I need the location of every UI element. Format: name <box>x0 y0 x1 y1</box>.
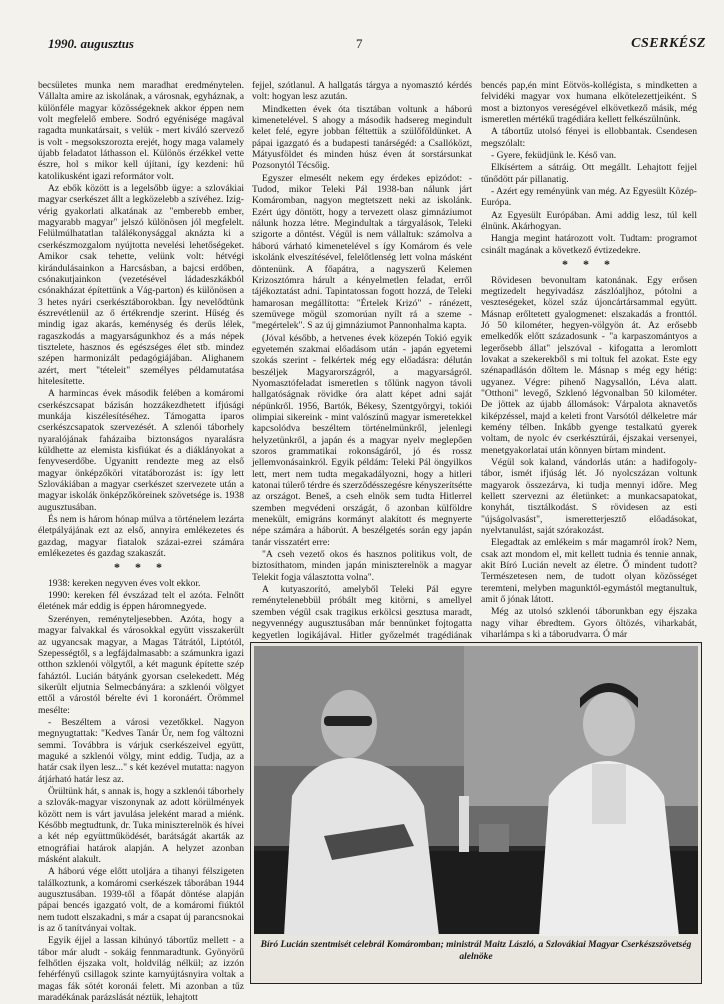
paragraph: bencés pap,én mint Eötvös-kollégista, s mindketten a felvidéki magyar vox humana elkötelezettjeiként. S most a biztonyos vereségével elkövetkező másik, még ismeretlen mértékű tragédiára kellett felkészülnünk. <box>481 80 697 126</box>
paragraph: A kutyaszorító, amelyből Teleki Pál egyre reménytelenebbül próbált meg kitörni, s amellyel szemben végül csak tragikus erkölcsi gesztusa maradt, negyvennégy augusztusában már bennünket fojtogatta kegyetlen logikájával. Hitler győzelmét tragédiának <box>252 584 472 641</box>
paragraph: Rövidesen bevonultam katonának. Egy erősen megtizedelt hegyivadász zászlóaljhoz, pótolni a veszteségeket, közel száz újoncártársammal együtt. Másnap erőltetett gyalogmenet: elszakadás a fronttól. Jó 50 kilométer, hegyen-völgyön át. Az erősebb emelkedők előtt századosunk - "a karpaszomántyos a legerősebb állat" jelszóval - kifogatta a leromlott lovakat a szekerekből s mi toltuk fel azokat. Este egy szénapadlásón dőltem le. Másnap s még egy hétig: ugyanez. Végre: pihenő Nagysallón, Léva alatt. "Otthoni" levegő, Szklenó légvonalban 50 kilométer. De jöttek az újabb állomások: Várpalota aknavetős kiképzéssel, majd a keleti front Varsótól délkeletre már kemény télben. Inkább gyenge testalkatú gyerek voltam, de nyolc év cserkésztúrái, éjszakai versenyei, menetgyakorlatai után könnyen bírtam mindent. <box>481 274 697 456</box>
paragraph: - Gyere, feküdjünk le. Késő van. <box>491 150 617 162</box>
mass-photo <box>254 646 698 934</box>
paragraph: Végül sok kaland, vándorlás után: a hadifogoly-tábor, ismét ifjúság lét. Jó nyolcszázan voltunk magyarok összezárva, ki tudja mennyi időre. Meg kellett szervezni az életünket: a munkacsapatokat, konyhát, tisztálkodást. S rövidesen az esti "újságolvasást", ismeretterjesztő előadásokat, nyelvtanulást, saját szórakozást. <box>481 457 697 537</box>
paragraph: Örültünk hát, s annak is, hogy a szklenói táborhely a szlovák-magyar viszonynak az adott körülmények között nem is várt javulása jeleként marad a miénk. Később megtudtunk, dr. Tuka miniszterelnök és hívei a két nép együttműködését, barátságát akarták az etnográfiai határok alapján. A helyzet azonban másként alakult. <box>38 785 244 866</box>
article-column-1 <box>38 80 244 1004</box>
paragraph: Hangja megint határozott volt. Tudtam: programot csinált magának a következő évtizedekre. <box>481 233 697 256</box>
paragraph: fejjel, szótlanul. A hallgatás tárgya a nyomasztó kérdés volt: hogyan lesz azután. <box>252 80 472 103</box>
page-number: 7 <box>356 36 363 51</box>
article-column-3 <box>481 80 697 641</box>
paragraph: Egyik éjjel a lassan kihúnyó tábortűz mellett - a tábor már aludt - sokáig fennmaradtunk. Gyönyörű felhőtlen éjszaka volt, holdvilág nélkül; az izzón fehérfényű csillagok szinte karnyújtásnyira voltak a magas fák sötét koronái felett. Mi azonban a tűz maradékának parázslását néztük, lehajtott <box>38 935 244 1004</box>
paragraph: Szerényen, reményteljesebben. Azóta, hogy a magyar falvakkal és városokkal együtt visszakerült az ugyancsak magyar, a Magas Tátrától, Liptótól, Szepességtől, s a legfájdalmasabb: a számunkra igazi otthon szklenói völgytől, a két magunk építette szép faháztól. Lucián bátyánk gyorsan cselekedett. Még sikerült eljutnia Selmecbányára: a szklenói völgyet ettől a várostól bérelte évi 1 koronáért. Örömmel mesélte: <box>38 613 244 716</box>
paragraph: A háború vége előtt utoljára a tihanyi félszigeten találkoztunk, a komáromi cserkészek táborában 1944 augusztusában. 1939-től a főapát döntése alapján pápai bencés igazgató volt, de a komáromi fiúktól nem tudott elszakadni, s már a csapat új parancsnokai is az ő tanítványai voltak. <box>38 866 244 935</box>
paragraph: Az Egyesült Európában. Ami addig lesz, túl kell élnünk. Akárhogyan. <box>481 209 697 233</box>
paragraph: Elegadtak az emlékeim s már magamról írok? Nem, csak azt mondom el, mit kellett tudnia és tennie annak, akit Bíró Lucián nevelt az életre. Ő mindent tudott? Természetesen nem, de tudott olyan közösséget teremteni, melyben magunktól-egymástól megtanultuk, amit ő jónak látott. <box>481 537 697 606</box>
paragraph: Egyszer elmesélt nekem egy érdekes epizódot: - Tudod, mikor Teleki Pál 1938-ban nálunk járt Komáromban, nagyon megtetszett neki az iskolánk. Ezért úgy döntött, hogy a tervezett olasz gimnáziumot nálunk hozza létre. Megindultak a tárgyalások, Teleki szigorte a döntést. Végül is nem vállaltuk: számolva a háború várható kimenetelével s így Komárom és vele iskolánk elveszítésével, felelőtlenség lett volna másként döntenünk. A főapátra, a nagyszerű Kelemen Krizosztómra hárult a kényelmetlen feladat, erről tájékoztatást adni. Tapintatossan fogott hozzá, de Teleki hamarosan megállította: "Értelek Krizó" - ránézett, szemüvege mögül szomorúan nyílt rá a szeme - "megértelek". S az új gimnáziumot Pannonhalma kapta. <box>252 172 472 332</box>
article-column-2 <box>252 80 472 641</box>
issue-date: 1990. augusztus <box>48 36 134 51</box>
paragraph: Még az utolsó szklenói táborunkban egy éjszaka nagy vihar ébredtem. Gyors öltözés, viharkabát, viharlámpa s ki a táborudvarra. Ó már <box>481 606 697 641</box>
section-separator: * * * <box>562 257 616 272</box>
paragraph: becsületes munka nem maradhat eredménytelen. Vállalta amire az iskolának, a városnak, egyháznak, a különféle magyar közösségeknek akkor éppen nem volt megfelelő embere. Sodró egyénisége magával ragadta munkatársait, s velük - mert kiváló szervező is volt - megsokszorozta erejét, hogy maga valamely újabb feladatot láthasson el. Különös érzékkel vette észre, hol s mikor kell újítani, így kezdeni: hű katolikusként igazi reformátor volt. <box>38 80 244 182</box>
paragraph: 1990: kereken fél évszázad telt el azóta. Felnőtt életének már eddig is éppen háromnegyede. <box>38 590 244 613</box>
paragraph: A harmincas évek második felében a komáromi cserkészcsapat bázisán hozzákezdhetett ifjúsági munkája kiszélesítéséhez. Támogatta iparos cserkészcsapatok szervezését. A szlenói táborhely nyaralójának faházaiba biztonságos nyaralásra küldhette az elemista kisfiúkat és a diáklányokat a fenyveserdőbe. Ugyanitt rendezte meg az első magyar önképzőköri vitatáborozást is: így lett Szlovákiában a magyar cserkészet szervezete után a magyar iskolák önképzőköreinek szövetsége is. 1938 augusztusában. <box>38 388 244 513</box>
page-header <box>0 36 724 56</box>
magazine-title: CSERKÉSZ <box>631 36 706 51</box>
photo-caption: Bíró Lucián szentmisét celebrál Komáromban; ministrál Maitz László, a Szlovákiai Magyar Cserkészszövetség alelnöke <box>260 940 692 962</box>
paragraph: "A cseh vezető okos és hasznos politikus volt, de biztosíthatom, minden japán miniszterelnök a magyar Telekit fogja választotta volna". <box>252 549 472 583</box>
section-separator: * * * <box>114 560 168 575</box>
paragraph: - Beszéltem a városi vezetőkkel. Nagyon megnyugtattak: "Kedves Tanár Úr, nem fog változni semmi. Továbbra is várjuk cserkészeivel együtt, maguké a szklenói völgy, mint eddig. Tudja, az a határ csak ilyen lesz..." s két kezével mutatta: nagyon átjárható határ lesz az. <box>38 716 244 785</box>
paragraph: A tábortűz utolsó fényei is ellobbantak. Csendesen megszólalt: <box>481 126 697 149</box>
paragraph: 1938: kereken negyven éves volt ekkor. <box>48 577 201 589</box>
paragraph: Az ebők között is a legelsőbb ügye: a szlovákiai magyar cserkészet állt a legközelebb a szívéhez. Izig-vérig gyakorlati alkatának az "emberebb ember, magyarabb magyar" jelszó különösen jól megfelelt. Felülmúlhatatlan találékonysággal aknázta ki a cserkészmozgalom nyújtotta nevelési lehetőségeket. Amikor csak tehette, velünk volt: hétvégi kirándulásainkon a Harcsásban, a bajcsi erdőben, csónakutjainkon (vezetésével ládadeszkákból csónakházat építettünk a Vág-parton) és különösen a 3 hetes nyári cserkésztáborokban. Így nevelődtünk észrevétlenül az ő értékrendje szerint. Hűség és mindig igaz akarás, keménység és derűs lélek, ragaszkodás a magyarságunkhoz és a más népek tisztelete, hasznos és egészséges élet stb. mindez szépen harmonizált pedagógiájában. Alighanem azért, mert "tételeit" személyes példamutatása hitelesítette. <box>38 183 244 387</box>
paragraph: Elkísértem a sátráig. Ott megállt. Lehajtott fejjel tűnődött pár pillanatig. <box>481 162 697 185</box>
photo-figure <box>250 642 702 984</box>
paragraph: És nem is három hónap múlva a történelem lezárta életpályájának ezt az első, annyira emlékezetes és gazdag, magyar fiatalok százai-ezrei számára emlékezetes és gazdag szakaszát. <box>38 514 244 560</box>
paragraph: (Jóval később, a hetvenes évek közepén Tokió egyik egyetemén szakmai előadásom után - japán egyetemi szokás szerint - felkértek még egy előadásra: délután beszéljek Magyarországról, a magyarságról. Nyomasztófeladat ismeretlen s tőlünk nagyon távoli hallgatóságnak rövidke óra alatt képet adni saját népünkről. 1956, Bartók, Békesy, Szentgyörgyi, tokiói olimpiai sikereink - mint valószínű magyar ismeretekkel kapcsolódva beszéltem történelmünkről, jelenlegi helyzetünkről, a japán és a magyar nyelv meglepően szoros grammatikai rokonságáról, jó és rossz jellemvonásainkról. Egyik példám: Teleki Pál öngyilkos lett, mert nem tudta megakadályozni, hogy a hitleri katonai túlerő térdre és szerződésszegésre kényszerítsétte az országot. Beneš, a cseh elnök sem tudta Hitlerrel szemben megvédeni országát, ő azonban külföldre menekült, emigráns kormányt alakított és megnyerte népe számára a háborút. A beszélgetés során egy japán tanár visszatért erre: <box>252 332 472 548</box>
paragraph: Mindketten évek óta tisztában voltunk a háború kimenetelével. S ahogy a második hadsereg megindult kelet felé, egyre jobban féltettük a szülőföldünket. A pápai igazgató és a budapesti tanárségéd: a Csallóközt, Mátyusföldet és minden húsz éven át sorstársunkat Pozsonytól Técsőig. <box>252 103 472 172</box>
paragraph: - Azért egy reményünk van még. Az Egyesült Közép-Európa. <box>481 186 697 209</box>
